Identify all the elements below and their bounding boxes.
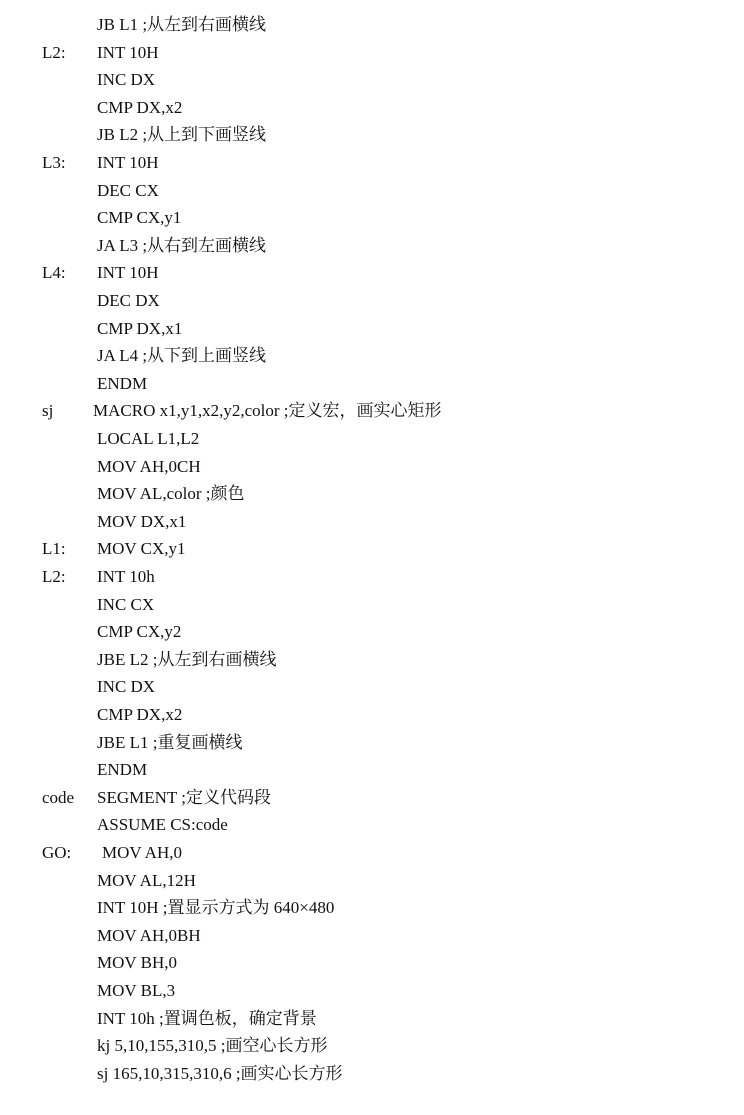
code-line [0,1005,744,1033]
line-code: JB L1 ;从左到右画横线 [97,15,267,34]
line-code: MOV AH,0CH [97,456,201,476]
code-line [0,94,744,122]
code-line [0,977,744,1005]
line-label: L4: [42,263,66,283]
code-line [0,397,744,425]
code-line [0,646,744,674]
line-code: INC DX [97,70,156,90]
code-line [0,591,744,619]
line-code: SEGMENT ;定义代码段 [97,787,271,807]
line-label: GO: [42,843,72,862]
line-code: INT 10h ;置调色板，确定背景 [97,1008,317,1028]
line-label: L2: [42,567,66,586]
code-line [0,259,744,287]
code-line [0,535,744,563]
code-line [0,508,744,536]
code-line [0,480,744,508]
line-code: DEC DX [97,291,160,310]
code-line [0,784,744,812]
line-code: CMP CX,y1 [97,208,182,228]
line-code: MOV AH,0BH [97,925,201,945]
line-code: kj 5,10,155,310,5 ;画空心长方形 [97,1036,328,1056]
line-code: DEC CX [97,180,159,200]
line-label: L2: [42,42,66,62]
code-line [0,370,744,398]
line-code: INT 10H [97,42,159,62]
line-code: CMP DX,x2 [97,97,183,117]
code-line [0,425,744,453]
line-code: INC DX [97,677,156,697]
code-line [0,894,744,922]
line-code: CMP DX,x2 [97,705,183,724]
code-line [0,701,744,729]
line-code: MOV BL,3 [97,981,176,1000]
line-code: ASSUME CS:code [97,815,228,835]
line-code: JBE L1 ;重复画横线 [97,732,243,752]
code-line [0,11,744,39]
line-label: sj [42,401,54,421]
code-line [0,1060,744,1088]
line-code: MOV CX,y1 [97,539,186,559]
line-code: INT 10H ;置显示方式为 640×480 [97,898,335,918]
code-line [0,618,744,646]
line-code: MACRO x1,y1,x2,y2,color ;定义宏，画实心矩形 [93,401,442,421]
line-code: INT 10h [97,567,155,586]
code-line [0,232,744,260]
line-label: L3: [42,153,66,172]
code-line [0,121,744,149]
code-line [0,563,744,591]
code-line [0,673,744,701]
line-code: INC CX [97,594,155,614]
line-code: ENDM [97,760,148,780]
code-line [0,287,744,315]
code-line [0,811,744,839]
line-code: MOV AL,12H [97,870,196,890]
code-line [0,839,744,867]
code-line [0,949,744,977]
code-line [0,177,744,205]
line-code: LOCAL L1,L2 [97,429,200,448]
code-line [0,922,744,950]
code-line [0,342,744,370]
line-code: MOV AL,color ;颜色 [97,484,245,504]
line-code: JA L4 ;从下到上画竖线 [97,346,267,366]
line-code: ENDM [97,373,148,393]
code-line [0,453,744,481]
code-line [0,729,744,757]
line-label: code [42,787,75,807]
code-line [0,204,744,232]
line-code: INT 10H [97,153,159,172]
line-code: JB L2 ;从上到下画竖线 [97,125,267,145]
line-label: L1: [42,539,66,559]
line-code: MOV AH,0 [102,843,182,862]
code-line [0,39,744,67]
code-line [0,756,744,784]
line-code: MOV BH,0 [97,953,177,973]
line-code: MOV DX,x1 [97,511,187,531]
line-code: INT 10H [97,263,159,283]
line-code: JBE L2 ;从左到右画横线 [97,649,277,669]
code-line [0,66,744,94]
code-line [0,867,744,895]
line-code: sj 165,10,315,310,6 ;画实心长方形 [97,1063,343,1083]
line-code: CMP DX,x1 [97,318,183,338]
code-line [0,149,744,177]
line-code: JA L3 ;从右到左画横线 [97,235,267,255]
code-line [0,315,744,343]
line-code: CMP CX,y2 [97,622,182,642]
code-line [0,1032,744,1060]
